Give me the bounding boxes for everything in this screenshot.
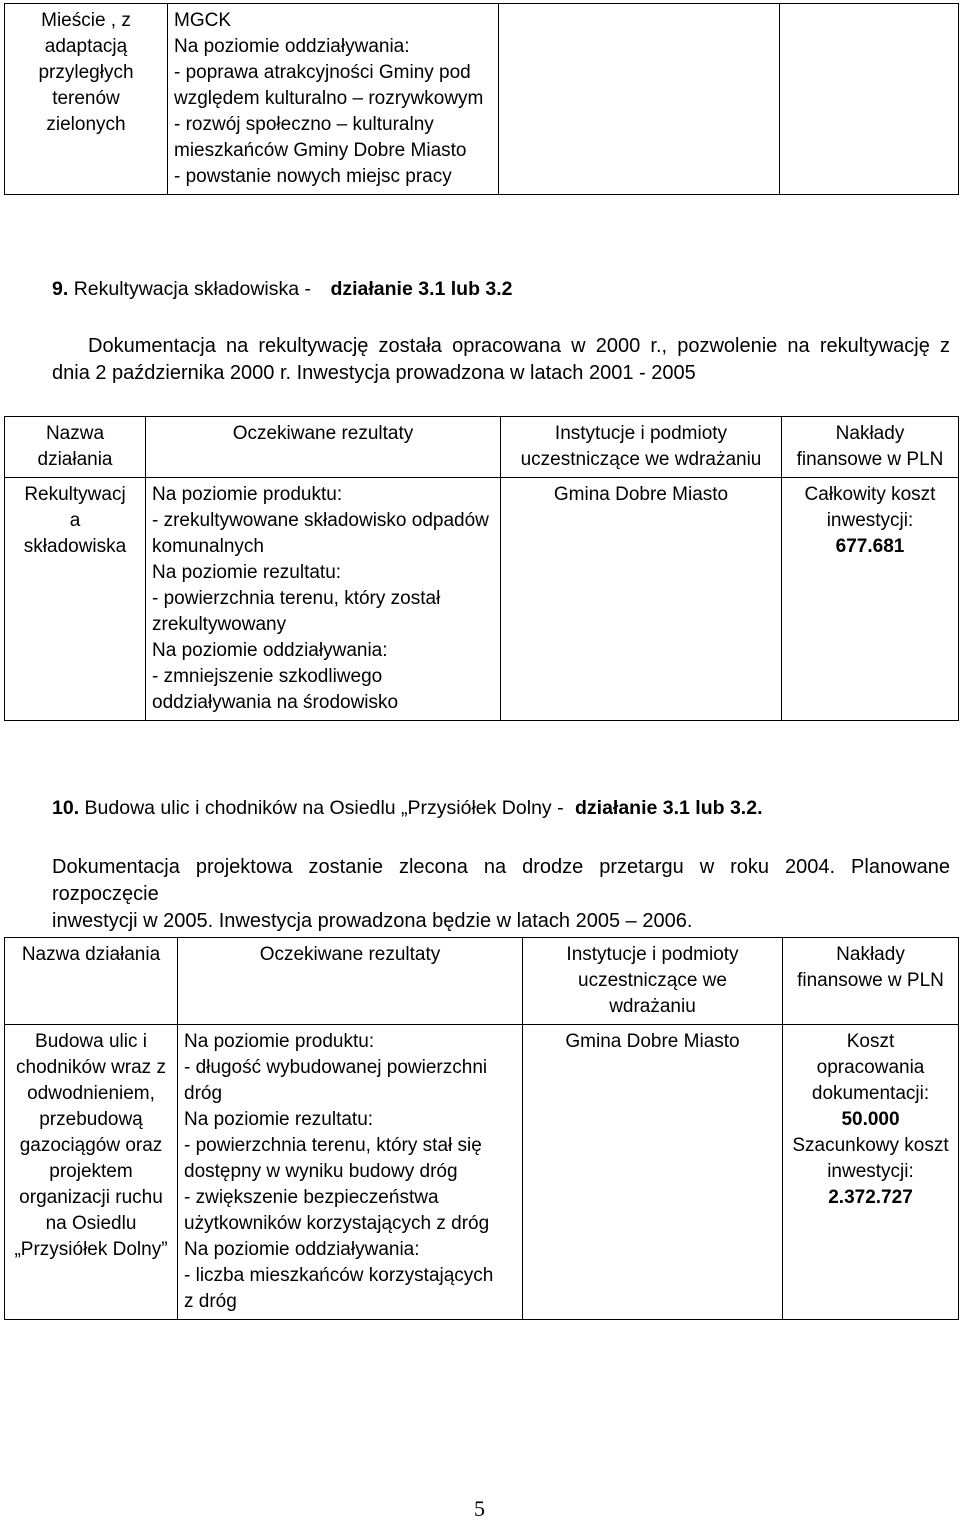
cell-line: Koszt (846, 1031, 895, 1052)
cell-line: - długość wybudowanej powierzchni (184, 1057, 488, 1078)
paragraph-line: Dokumentacja projektowa zostanie zlecona na drodze przetargu w roku 2004. Planowane rozpoczęcie (52, 856, 950, 905)
cell-line: - liczba mieszkańców korzystających (184, 1265, 494, 1286)
cell-line: dokumentacji: (811, 1083, 930, 1104)
cell-line: organizacji ruchu (19, 1187, 163, 1208)
header-line: działania (37, 449, 113, 470)
top-table-empty-cell (499, 4, 780, 195)
header-line: finansowe w PLN (796, 449, 944, 470)
cell-line: Na poziomie oddziaływania: (174, 36, 410, 57)
cell-line: składowiska (23, 536, 127, 557)
header-results: Oczekiwane rezultaty (178, 938, 523, 1025)
header-line: wdrażaniu (609, 996, 696, 1017)
cell-line: użytkowników korzystających z dróg (184, 1213, 490, 1234)
header-line: uczestniczące we (578, 970, 727, 991)
cell-line: dróg (184, 1083, 223, 1104)
header-line: uczestniczące we wdrażaniu (520, 449, 762, 470)
cell-line: opracowania (816, 1057, 925, 1078)
cell-line: Na poziomie produktu: (152, 484, 343, 505)
cell-line: oddziaływania na środowisko (152, 692, 399, 713)
section-title: Budowa ulic i chodników na Osiedlu „Przysiółek Dolny - (84, 797, 564, 819)
paragraph-line: Dokumentacja na rekultywację została opracowana w 2000 r., pozwolenie na rekultywację z (88, 335, 950, 357)
cell-line: inwestycji: (827, 1161, 914, 1182)
section9-paragraph (52, 333, 950, 387)
cell-line: - powierzchnia terenu, który stał się (184, 1135, 482, 1156)
section-measure: działanie 3.1 lub 3.2 (330, 278, 513, 300)
cost-value: 677.681 (835, 536, 905, 557)
cell-line: dostępny w wyniku budowy dróg (184, 1161, 458, 1182)
cell-line: Całkowity koszt (804, 484, 936, 505)
top-table (4, 3, 959, 195)
header-line: Nazwa (45, 423, 105, 444)
paragraph-line: inwestycji w 2005. Inwestycja prowadzona będzie w latach 2005 – 2006. (52, 910, 693, 932)
top-table-name-cell (5, 4, 168, 195)
cell-line: - zrekultywowane składowisko odpadów (152, 510, 489, 531)
section9-table (4, 416, 959, 721)
header-name: Nazwa działania (5, 938, 178, 1025)
cell-line: inwestycji: (826, 510, 914, 531)
header-costs (783, 938, 959, 1025)
cell-line: zielonych (46, 114, 126, 135)
row-name (5, 478, 146, 721)
cell-line: Na poziomie rezultatu: (152, 562, 342, 583)
cell-line: - zwiększenie bezpieczeństwa (184, 1187, 439, 1208)
cell-line: projektem (49, 1161, 133, 1182)
cell-line: względem kulturalno – rozrywkowym (174, 88, 484, 109)
header-institutions (501, 417, 782, 478)
page-number: 5 (474, 1496, 485, 1521)
cell-line: z dróg (184, 1291, 237, 1312)
section9-heading (52, 278, 513, 301)
cell-line: komunalnych (152, 536, 264, 557)
header-results: Oczekiwane rezultaty (146, 417, 501, 478)
cell-line: adaptacją (44, 36, 128, 57)
section10-paragraph (52, 854, 950, 935)
cell-line: Na poziomie produktu: (184, 1031, 375, 1052)
cell-line: MGCK (174, 10, 231, 31)
cell-line: zrekultywowany (152, 614, 287, 635)
cell-line: przyległych (38, 62, 134, 83)
header-line: Instytucje i podmioty (554, 423, 728, 444)
section10-table (4, 937, 959, 1320)
row-results (178, 1025, 523, 1320)
cell-line: Na poziomie rezultatu: (184, 1109, 374, 1130)
cell-line: Budowa ulic i (35, 1031, 147, 1052)
header-costs (782, 417, 959, 478)
cell-line: Na poziomie oddziaływania: (152, 640, 388, 661)
cell-line: Rekultywacj (24, 484, 126, 505)
cell-line: „Przysiółek Dolny” (14, 1239, 168, 1260)
header-institutions (523, 938, 783, 1025)
cell-line: na Osiedlu (45, 1213, 137, 1234)
cost-value: 50.000 (841, 1109, 900, 1130)
row-institutions: Gmina Dobre Miasto (523, 1025, 783, 1320)
row-name (5, 1025, 178, 1320)
cell-line: Na poziomie oddziaływania: (184, 1239, 420, 1260)
paragraph-line: dnia 2 października 2000 r. Inwestycja prowadzona w latach 2001 - 2005 (52, 362, 696, 384)
cell-line: gazociągów oraz (19, 1135, 163, 1156)
top-table-results-cell (168, 4, 499, 195)
cell-line: - powierzchnia terenu, który został (152, 588, 441, 609)
section-measure: działanie 3.1 lub 3.2. (575, 797, 763, 819)
cell-line: chodników wraz z (16, 1057, 166, 1078)
cell-line: Szacunkowy koszt (792, 1135, 949, 1156)
cell-line: - rozwój społeczno – kulturalny (174, 114, 434, 135)
section10-heading (52, 797, 763, 820)
section-number: 10. (52, 797, 80, 819)
header-line: Nakłady (836, 944, 905, 965)
cell-line: terenów (52, 88, 120, 109)
cell-line: - powstanie nowych miejsc pracy (174, 166, 452, 187)
top-table-empty-cell (780, 4, 959, 195)
section-title: Rekultywacja składowiska - (73, 278, 312, 300)
row-costs (783, 1025, 959, 1320)
cell-line: - zmniejszenie szkodliwego (152, 666, 383, 687)
cost-value: 2.372.727 (828, 1187, 913, 1208)
section-number: 9. (52, 278, 69, 300)
header-line: Nakłady (835, 423, 905, 444)
cell-line: a (69, 510, 81, 531)
header-line: finansowe w PLN (797, 970, 944, 991)
cell-line: Mieście , z (41, 10, 131, 31)
cell-line: odwodnieniem, (27, 1083, 155, 1104)
cell-line: przebudową (39, 1109, 143, 1130)
row-results (146, 478, 501, 721)
cell-line: mieszkańców Gminy Dobre Miasto (174, 140, 467, 161)
row-institutions: Gmina Dobre Miasto (501, 478, 782, 721)
header-name (5, 417, 146, 478)
header-line: Instytucje i podmioty (566, 944, 739, 965)
cell-line: - poprawa atrakcyjności Gminy pod (174, 62, 471, 83)
row-costs (782, 478, 959, 721)
